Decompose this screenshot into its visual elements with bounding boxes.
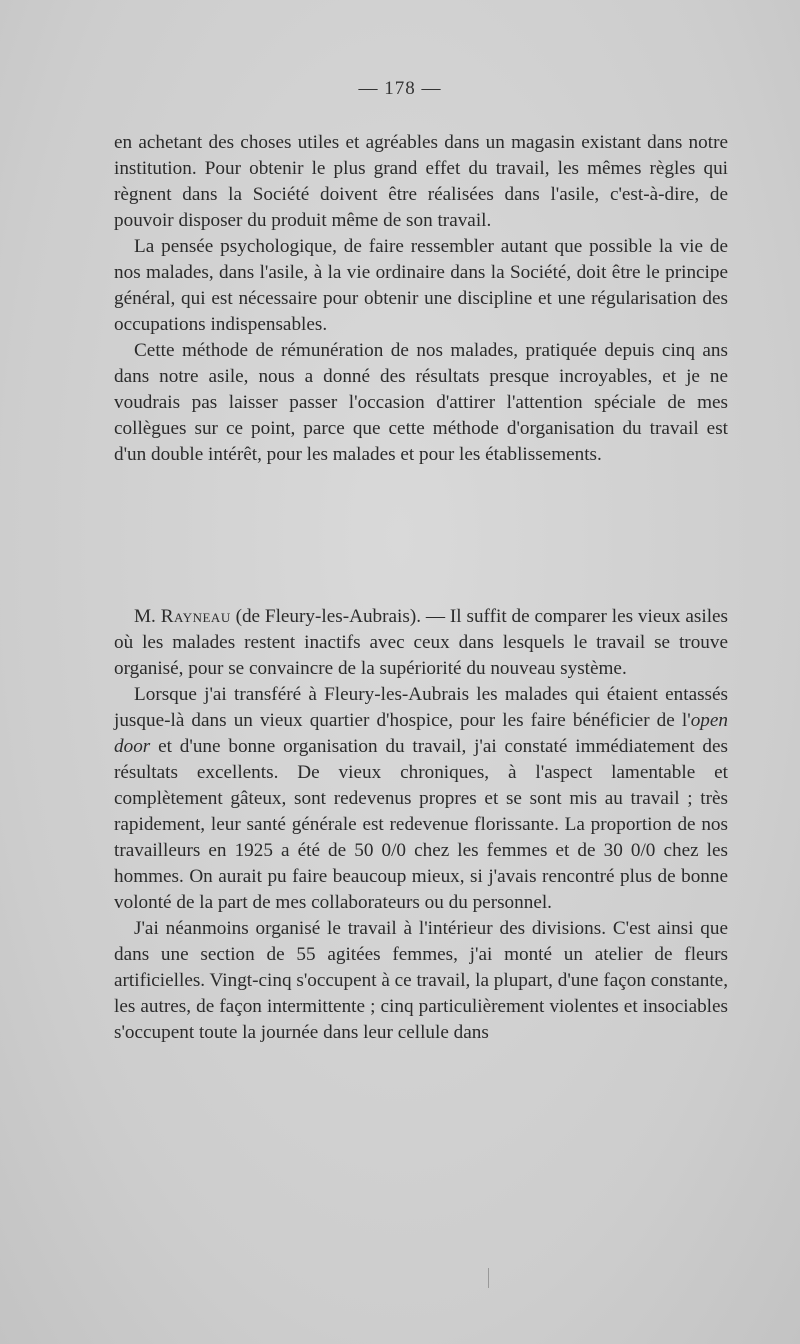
paragraph-workshop: J'ai néanmoins organisé le travail à l'intérieur des divisions. C'est ainsi que dans une section de 55 agitées femmes, j'ai monté un atelier de fleurs artificielles. Vingt-cinq s'occupent à ce travail, la plupart, d'une façon constante, les autres, de façon intermittente ; cinq particulièrement violentes et insociables s'occupent toute la journée dans leur cellule dans [114,918,728,1043]
text-section-1 [114,130,728,468]
speaker-paragraph [114,604,728,682]
paragraph-transfer [114,682,728,916]
page-mark [488,1268,489,1288]
speaker-statement: (de Fleury-les-Aubrais). — Il suffit de comparer les vieux asiles où les malades restent inactifs avec ceux dans lesquels le travail se trouve organisé, pour se convaincre de la supériorité du nouveau système. [114,606,729,679]
paragraph-transfer-start: Lorsque j'ai transféré à Fleury-les-Aubrais les malades qui étaient entassés jusque-là dans un vieux quartier d'hospice, pour les faire bénéficier de l' [114,684,728,731]
paragraph-2: La pensée psychologique, de faire ressembler autant que possible la vie de nos malades, dans l'asile, à la vie ordinaire dans la Société, doit être le principe général, qui est nécessaire pour obtenir une discipline et une régularisation des occupations indispensables. [114,236,728,335]
paragraph-transfer-end: et d'une bonne organisation du travail, j'ai constaté immédiatement des résultats excellents. De vieux chroniques, à l'aspect lamentable et complètement gâteux, sont redevenus propres et se sont mis au travail ; très rapidement, leur santé générale est redevenue florissante. La proportion de nos travailleurs en 1925 a été de 50 0/0 chez les femmes et de 30 0/0 chez les hommes. On aurait pu faire beaucoup mieux, si j'avais rencontré plus de bonne volonté de la part de mes collaborateurs ou du personnel. [114,736,728,913]
paragraph-1: en achetant des choses utiles et agréables dans un magasin existant dans notre institution. Pour obtenir le plus grand effet du travail, les mêmes règles qui règnent dans la Société doivent être réalisées dans l'asile, c'est-à-dire, de pouvoir disposer du produit même de son travail. [114,132,728,231]
page-number: — 178 — [358,78,442,99]
text-section-2 [114,604,728,1046]
paragraph-3: Cette méthode de rémunération de nos malades, pratiquée depuis cinq ans dans notre asile, nous a donné des résultats presque incroyables, et je ne voudrais pas laisser passer l'occasion d'attirer l'attention spéciale de mes collègues sur ce point, parce que cette méthode d'organisation du travail est d'un double intérêt, pour les malades et pour les établissements. [114,340,728,465]
open-door-term: open door [114,710,728,757]
speaker-prefix: M. [134,606,161,627]
speaker-name: Rayneau [160,606,231,627]
